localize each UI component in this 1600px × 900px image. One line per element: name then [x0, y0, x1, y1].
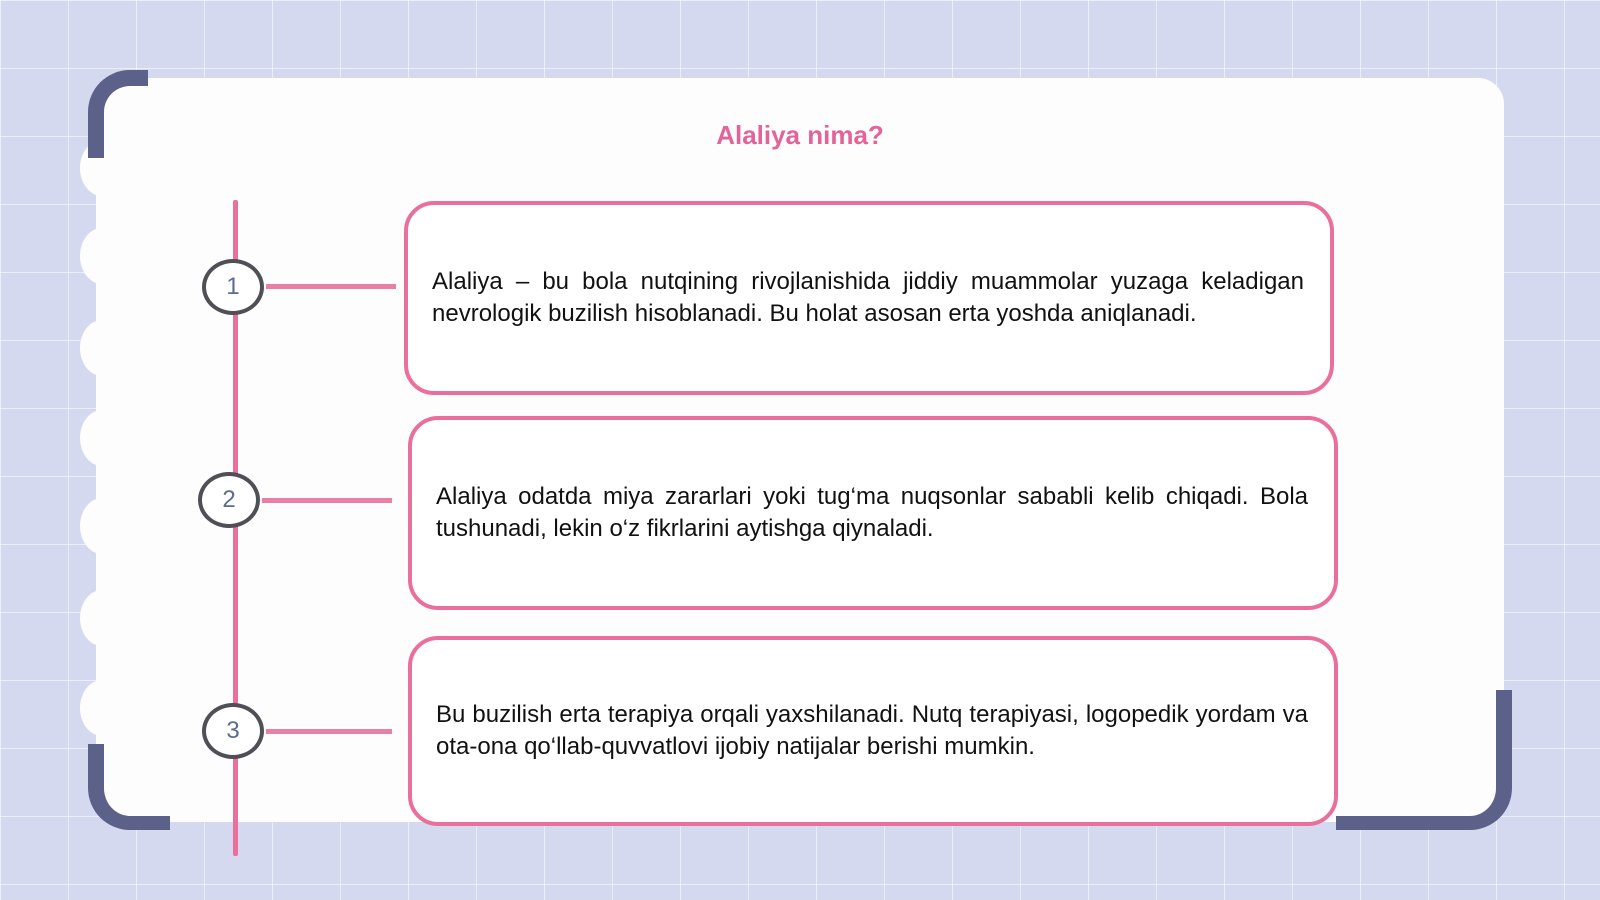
step-number-2: 2 [198, 472, 260, 528]
connector-3 [266, 729, 392, 734]
step-box-2 [408, 416, 1338, 610]
step-box-1 [404, 201, 1334, 395]
connector-1 [266, 284, 396, 289]
step-box-3 [408, 636, 1338, 826]
corner-bracket-top-left [88, 70, 148, 158]
slide-title: Alaliya nima? [716, 120, 884, 150]
step-text-1: Alaliya – bu bola nutqining rivojlanishida jiddiy muammolar yuzaga keladigan nevrologik buzilish hisoblanadi. Bu holat asosan erta yoshda aniqlanadi. [432, 268, 1304, 327]
step-number-3: 3 [202, 703, 264, 759]
step-text-3: Bu buzilish erta terapiya orqali yaxshilanadi. Nutq terapiyasi, logopedik yordam va ota-ona qo‘llab-quvvatlovi ijobiy natijalar berishi mumkin. [436, 701, 1308, 760]
step-number-1: 1 [202, 259, 264, 315]
torn-paper-edge [80, 140, 124, 760]
connector-2 [262, 498, 392, 503]
step-text-2: Alaliya odatda miya zararlari yoki tug‘ma nuqsonlar sababli kelib chiqadi. Bola tushunadi, lekin o‘z fikrlarini aytishga qiynaladi. [436, 483, 1308, 542]
corner-bracket-bottom-left [88, 744, 170, 830]
corner-bracket-bottom-right [1336, 690, 1512, 830]
